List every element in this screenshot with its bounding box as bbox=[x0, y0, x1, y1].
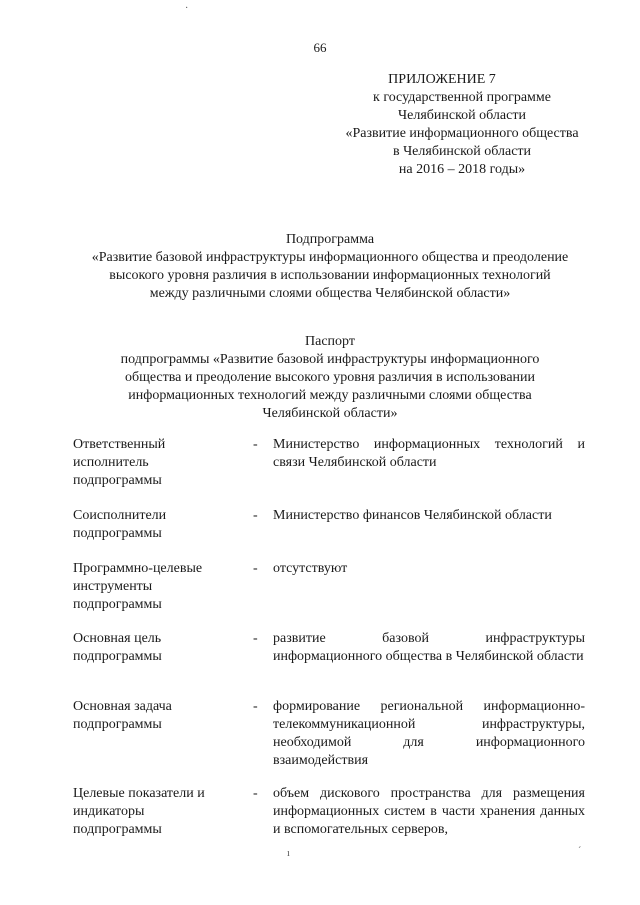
label-line: Программно-целевые bbox=[73, 561, 203, 576]
appendix-line: «Развитие информационного общества bbox=[345, 126, 579, 141]
label-line: индикаторы bbox=[73, 804, 145, 819]
label-line: Целевые показатели и bbox=[73, 786, 205, 801]
row-label bbox=[73, 630, 253, 666]
row-dash: - bbox=[253, 786, 258, 801]
appendix-line: к государственной программе bbox=[373, 90, 551, 105]
row-label bbox=[73, 507, 253, 543]
passport-row-coexecutors bbox=[73, 507, 585, 560]
subprogram-title-block bbox=[60, 231, 600, 303]
row-dash: - bbox=[253, 631, 258, 646]
passport-title-line: подпрограммы «Развитие базовой инфраструктуры информационного bbox=[120, 352, 540, 367]
appendix-line: ПРИЛОЖЕНИЕ 7 bbox=[388, 72, 496, 87]
label-line: инструменты bbox=[73, 579, 153, 594]
label-line: подпрограммы bbox=[73, 473, 162, 488]
row-label bbox=[73, 698, 253, 734]
subprogram-title-line: между различными слоями общества Челябинской области» bbox=[149, 286, 511, 301]
passport-title-line: информационных технологий между различными слоями общества bbox=[128, 388, 532, 403]
passport-title-block bbox=[60, 333, 600, 423]
label-line: подпрограммы bbox=[73, 649, 162, 664]
label-line: подпрограммы bbox=[73, 822, 162, 837]
subprogram-title-line: «Развитие базовой инфраструктуры информационного общества и преодоление bbox=[91, 250, 569, 265]
passport-row-responsible bbox=[73, 436, 585, 507]
label-line: Соисполнители bbox=[73, 508, 167, 523]
passport-row-instruments bbox=[73, 560, 585, 630]
label-line: подпрограммы bbox=[73, 526, 162, 541]
row-value: объем дискового пространства для размещения информационных систем в части хранения данных и вспомогательных серверов, bbox=[273, 786, 585, 837]
passport-row-main-goal bbox=[73, 630, 585, 698]
passport-title-line: общества и преодоление высокого уровня различия в использовании bbox=[124, 370, 536, 385]
appendix-line: Челябинской области bbox=[398, 108, 526, 123]
passport-heading: Паспорт bbox=[305, 334, 355, 349]
row-label bbox=[73, 785, 253, 839]
passport-row-main-task bbox=[73, 698, 585, 785]
appendix-block bbox=[322, 71, 602, 179]
passport-row-indicators bbox=[73, 785, 585, 839]
row-value: отсутствуют bbox=[273, 561, 348, 576]
row-dash: - bbox=[253, 561, 258, 576]
subprogram-title-line: высокого уровня различия в использовании информационных технологий bbox=[109, 268, 551, 283]
label-line: Основная задача bbox=[73, 699, 172, 714]
row-value: формирование региональной информационно-телекоммуникационной инфраструктуры, необходимой для информационного взаимодействия bbox=[273, 699, 585, 768]
row-dash: - bbox=[253, 437, 258, 452]
subprogram-heading: Подпрограмма bbox=[285, 232, 375, 247]
row-value: Министерство информационных технологий и связи Челябинской области bbox=[273, 437, 585, 470]
row-label bbox=[73, 560, 253, 614]
label-line: Ответственный bbox=[73, 437, 166, 452]
label-line: Основная цель bbox=[73, 631, 162, 646]
row-value: развитие базовой инфраструктуры информационного общества в Челябинской области bbox=[273, 631, 585, 664]
row-dash: - bbox=[253, 508, 258, 523]
passport-title-line: Челябинской области» bbox=[262, 406, 398, 421]
scan-artifact-mark: · bbox=[185, 3, 189, 14]
label-line: подпрограммы bbox=[73, 717, 162, 732]
scan-artifact-mark: ı bbox=[287, 848, 290, 859]
row-value: Министерство финансов Челябинской области bbox=[273, 508, 552, 523]
label-line: подпрограммы bbox=[73, 597, 162, 612]
row-dash: - bbox=[253, 699, 258, 714]
appendix-line: в Челябинской области bbox=[392, 144, 532, 159]
appendix-line: на 2016 – 2018 годы» bbox=[398, 162, 526, 177]
passport-table bbox=[73, 436, 585, 839]
label-line: исполнитель bbox=[73, 455, 149, 470]
page-number: 66 bbox=[313, 40, 327, 55]
row-label bbox=[73, 436, 253, 490]
scan-artifact-mark: ˊ bbox=[578, 846, 582, 857]
